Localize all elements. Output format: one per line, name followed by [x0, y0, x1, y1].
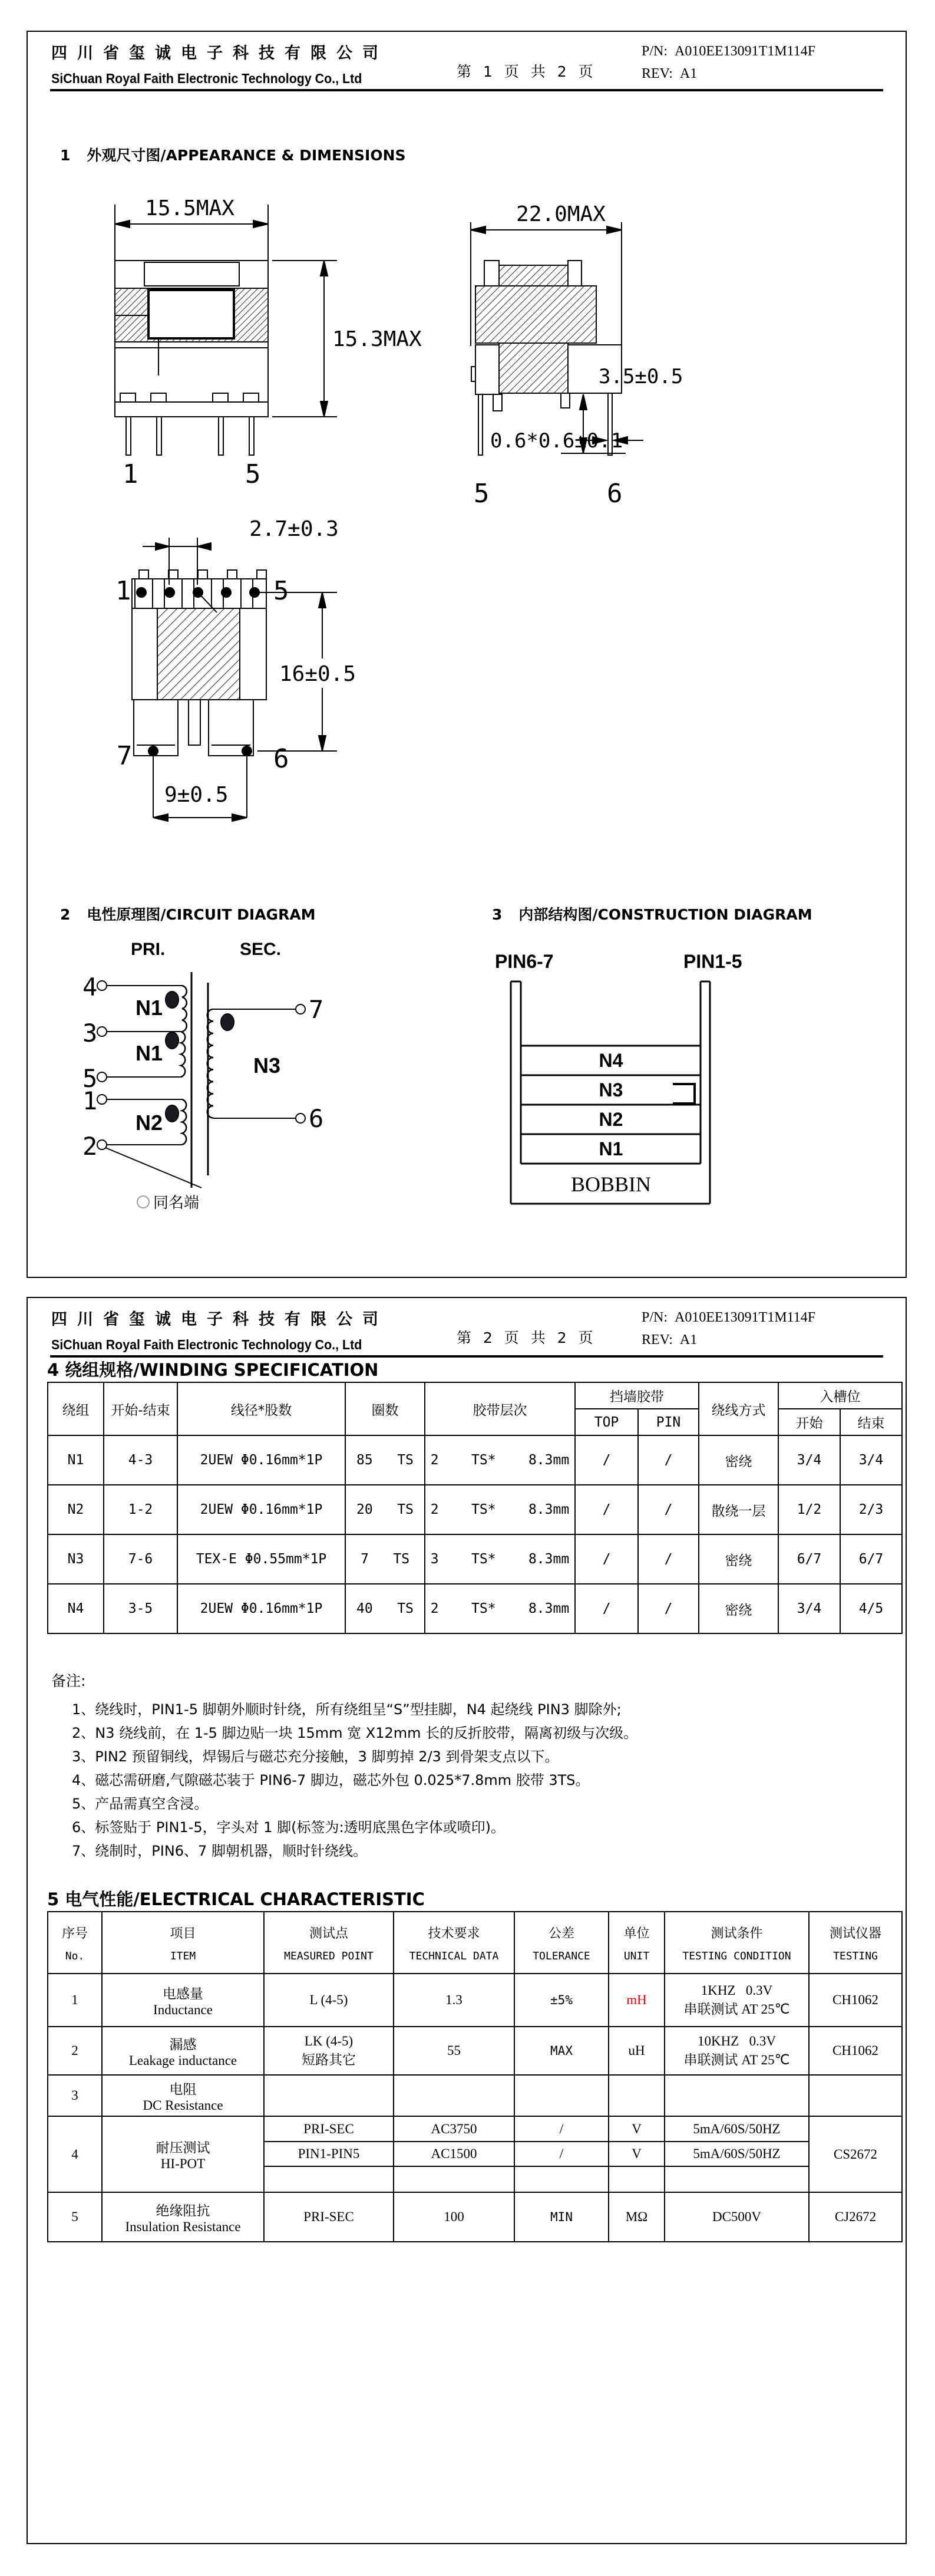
cell: 20 TS [345, 1485, 425, 1534]
cell [665, 2075, 809, 2116]
pin6-7-label: PIN6-7 [495, 951, 554, 972]
pin-3-label: 3 [82, 1019, 98, 1047]
condition-line: 10KHZ 0.3V [698, 2033, 776, 2048]
col-header: 绕组 [48, 1382, 104, 1435]
pin-6-label: 6 [273, 744, 289, 774]
cell: CH1062 [809, 1974, 902, 2027]
cell-unit-mh: mH [609, 1974, 665, 2027]
cell: CJ2672 [809, 2192, 902, 2242]
elec-header-row [48, 1912, 902, 1974]
table-row [48, 2027, 902, 2075]
page-number: 第 1 页 共 2 页 [457, 63, 597, 80]
pin1-5-label: PIN1-5 [683, 951, 742, 972]
cell: 3/4 [840, 1435, 902, 1485]
rev-value: A1 [679, 1332, 698, 1348]
cell [394, 2075, 514, 2116]
cell: MIN [514, 2192, 609, 2242]
cell: TEX-E Φ0.55mm*1P [177, 1534, 345, 1584]
bottom-view-drawing [90, 517, 449, 847]
note-item: 2、N3 绕线前，在 1-5 脚边贴一块 15mm 宽 X12mm 长的反折胶带，隔离初级与次级。 [72, 1725, 638, 1741]
item-cn: 绝缘阻抗 [156, 2203, 210, 2219]
pin-6-label: 6 [607, 479, 623, 509]
cell: 5 [48, 2192, 102, 2242]
col-header: 开始 [778, 1409, 840, 1435]
pin-5-label: 5 [82, 1064, 98, 1093]
notes-block [51, 1669, 637, 1863]
cell: uH [609, 2027, 665, 2075]
section-number: 3 [492, 906, 503, 923]
cell: 3 TS* 8.3mm [425, 1534, 575, 1584]
cell: 密绕 [699, 1534, 778, 1584]
dot-polarity-legend: 同名端 [153, 1194, 200, 1212]
revision [642, 66, 697, 82]
note-item: 7、绕制时，PIN6、7 脚朝机器，顺时针绕线。 [72, 1843, 367, 1859]
primary-label: PRI. [131, 940, 166, 959]
cell: PRI-SEC [264, 2116, 394, 2142]
col-header-cn: 序号 [61, 1926, 88, 1941]
section-5-title [47, 1886, 425, 1910]
section-text: 外观尺寸图/APPEARANCE & DIMENSIONS [87, 147, 406, 164]
col-header-cn: 公差 [548, 1926, 574, 1941]
winding-n1b-label: N1 [136, 1041, 163, 1065]
cell: L (4-5) [264, 1974, 394, 2027]
pin-1-label: 1 [123, 459, 138, 489]
cell: ±5% [514, 1974, 609, 2027]
company-name-en: SiChuan Royal Faith Electronic Technology Co., Ltd [51, 1337, 362, 1352]
section-number: 5 [47, 1889, 60, 1909]
company-name-en: SiChuan Royal Faith Electronic Technology Co., Ltd [51, 71, 362, 86]
cell: 100 [394, 2192, 514, 2242]
dim-length-label: 16±0.5 [279, 662, 356, 686]
cell: 2 [48, 2027, 102, 2075]
side-view-drawing [467, 202, 844, 509]
pn-label: P/N: [642, 44, 668, 59]
layer-n1-label: N1 [599, 1138, 623, 1159]
cell: 40 TS [345, 1584, 425, 1633]
section-number: 2 [60, 906, 71, 923]
n3-margin-mark [673, 1084, 695, 1103]
cell: 4 [48, 2116, 102, 2192]
cell: 散绕一层 [699, 1485, 778, 1534]
cell [609, 2075, 665, 2116]
table-row [48, 1534, 902, 1584]
item-en: Insulation Resistance [125, 2219, 241, 2234]
page-2 [27, 1297, 907, 2544]
notes-list [51, 1698, 637, 1863]
col-header: 圈数 [345, 1382, 425, 1435]
front-view-drawing [101, 196, 437, 493]
header-divider [50, 89, 883, 91]
pin-7-label: 7 [309, 995, 324, 1024]
cell: MΩ [609, 2192, 665, 2242]
section-text: 电性原理图/CIRCUIT DIAGRAM [87, 906, 316, 923]
cell [809, 2075, 902, 2116]
cell: / [638, 1534, 699, 1584]
cell: 密绕 [699, 1584, 778, 1633]
cell: 55 [394, 2027, 514, 2075]
cell: 2UEW Φ0.16mm*1P [177, 1485, 345, 1534]
col-header: PIN [638, 1409, 699, 1435]
col-header [809, 1912, 902, 1974]
notes-label: 备注: [51, 1672, 86, 1689]
condition-line: 串联测试 AT 25℃ [683, 2052, 790, 2067]
cell [514, 2075, 609, 2116]
note-item: 3、PIN2 预留铜线，焊锡后与磁芯充分接触，3 脚剪掉 2/3 到骨架支点以下。 [72, 1748, 559, 1765]
col-header-en: TESTING [833, 1949, 878, 1962]
circuit-wires [97, 972, 305, 1208]
item-cn: 漏感 [169, 2037, 197, 2053]
cell: / [638, 1584, 699, 1633]
col-header: 胶带层次 [425, 1382, 575, 1435]
col-header: TOP [575, 1409, 638, 1435]
condition-line: 串联测试 AT 25℃ [683, 2001, 790, 2017]
point-line: LK (4-5) [304, 2033, 353, 2048]
item-cn: 耐压测试 [156, 2140, 210, 2156]
section-text: 内部结构图/CONSTRUCTION DIAGRAM [518, 906, 812, 923]
note-item: 4、磁芯需研磨,气隙磁芯装于 PIN6-7 脚边，磁芯外包 0.025*7.8mm 胶带 3TS。 [72, 1772, 590, 1788]
note-item: 5、产品需真空含浸。 [72, 1796, 209, 1812]
col-header-cn: 测试仪器 [829, 1926, 881, 1941]
cell [665, 2166, 809, 2192]
item-en: HI-POT [160, 2156, 206, 2171]
revision [642, 1332, 697, 1348]
cell: 2 TS* 8.3mm [425, 1485, 575, 1534]
table-row [48, 2116, 902, 2142]
cell: 5mA/60S/50HZ [665, 2116, 809, 2142]
cell: / [514, 2116, 609, 2142]
cell: 3/4 [778, 1435, 840, 1485]
cell [264, 2166, 394, 2192]
col-header-cn: 测试条件 [711, 1926, 763, 1941]
winding-n2-label: N2 [136, 1111, 163, 1135]
construction-diagram [473, 935, 903, 1213]
dim-width-label: 22.0MAX [516, 202, 606, 226]
pn-value: A010EE13091T1M114F [675, 1310, 816, 1325]
dim-width-label: 15.5MAX [145, 196, 234, 220]
cell [394, 2166, 514, 2192]
col-header [102, 1912, 264, 1974]
col-header-en: ITEM [170, 1949, 196, 1962]
layer-n2-label: N2 [599, 1109, 623, 1130]
pin-6-label: 6 [309, 1104, 324, 1133]
table-row [48, 1584, 902, 1633]
company-name-cn: 四川省玺诚电子科技有限公司 [51, 1310, 388, 1329]
pin-4-label: 4 [82, 973, 98, 1002]
front-view-body [115, 261, 268, 455]
cell: N4 [48, 1584, 104, 1633]
secondary-label: SEC. [240, 940, 282, 959]
cell: / [638, 1485, 699, 1534]
cell [102, 2027, 264, 2075]
dim-span-label: 9±0.5 [164, 783, 229, 807]
table-row [48, 1485, 902, 1534]
cell [514, 2166, 609, 2192]
rev-label: REV: [642, 1332, 673, 1348]
cell: 1-2 [104, 1485, 177, 1534]
cell: MAX [514, 2027, 609, 2075]
cell: PRI-SEC [264, 2192, 394, 2242]
table-row [48, 2192, 902, 2242]
bobbin-label: BOBBIN [570, 1172, 652, 1196]
pin-1-label: 1 [115, 576, 131, 606]
cell: 7 TS [345, 1534, 425, 1584]
cell [665, 1974, 809, 2027]
cell [264, 2027, 394, 2075]
col-header: 结束 [840, 1409, 902, 1435]
col-header-en: TESTING CONDITION [682, 1949, 791, 1962]
pn-label: P/N: [642, 1310, 668, 1325]
cell: / [575, 1584, 638, 1633]
col-header-en: TECHNICAL DATA [409, 1949, 499, 1962]
cell [264, 2075, 394, 2116]
cell: 5mA/60S/50HZ [665, 2142, 809, 2166]
pin-7-label: 7 [117, 741, 133, 771]
company-name-cn: 四川省玺诚电子科技有限公司 [51, 44, 388, 62]
cell: 3-5 [104, 1584, 177, 1633]
cell: 2UEW Φ0.16mm*1P [177, 1435, 345, 1485]
cell: / [575, 1435, 638, 1485]
page-number: 第 2 页 共 2 页 [457, 1329, 597, 1346]
cell: AC3750 [394, 2116, 514, 2142]
col-header [394, 1912, 514, 1974]
item-en: DC Resistance [143, 2097, 223, 2113]
point-line: 短路其它 [302, 2052, 356, 2068]
cell: / [575, 1534, 638, 1584]
pin-5-label: 5 [245, 459, 261, 489]
cell: 4/5 [840, 1584, 902, 1633]
col-header [264, 1912, 394, 1974]
cell: CH1062 [809, 2027, 902, 2075]
dim-pin-square-label: 0.6*0.6±0.1 [490, 429, 623, 453]
col-header: 绕线方式 [699, 1382, 778, 1435]
side-view-body [471, 261, 622, 455]
section-number: 1 [60, 147, 71, 164]
col-header-cn: 项目 [170, 1926, 196, 1941]
cell: N3 [48, 1534, 104, 1584]
cell: 4-3 [104, 1435, 177, 1485]
page-1 [27, 31, 907, 1278]
cell: 85 TS [345, 1435, 425, 1485]
dim-pitch-label: 2.7±0.3 [249, 517, 339, 541]
section-3-title [492, 903, 812, 924]
col-header-en: TOLERANCE [533, 1949, 590, 1962]
col-header: 开始-结束 [104, 1382, 177, 1435]
section-number: 4 [47, 1360, 60, 1380]
cell: 2 TS* 8.3mm [425, 1584, 575, 1633]
electrical-characteristic-table [47, 1911, 903, 2242]
table-row [48, 2075, 902, 2116]
cell: N1 [48, 1435, 104, 1485]
cell: / [575, 1485, 638, 1534]
col-header-cn: 测试点 [309, 1926, 348, 1941]
item-en: Inductance [153, 2002, 213, 2017]
cell: 1 [48, 1974, 102, 2027]
cell: 2UEW Φ0.16mm*1P [177, 1584, 345, 1633]
cell: / [638, 1435, 699, 1485]
winding-spec-table [47, 1382, 903, 1634]
pin-1-label: 1 [82, 1086, 98, 1115]
pin-5-label: 5 [273, 576, 289, 606]
pin-5-label: 5 [474, 479, 490, 509]
condition-line: 1KHZ 0.3V [701, 1982, 773, 1998]
part-number [642, 44, 815, 60]
rev-value: A1 [679, 66, 698, 81]
winding-n1a-label: N1 [136, 996, 163, 1020]
cell [102, 2116, 264, 2192]
cell: 7-6 [104, 1534, 177, 1584]
pn-value: A010EE13091T1M114F [675, 44, 816, 59]
table-row [48, 1974, 902, 2027]
col-header [514, 1912, 609, 1974]
cell: 3 [48, 2075, 102, 2116]
cell [609, 2166, 665, 2192]
cell: N2 [48, 1485, 104, 1534]
cell: 2/3 [840, 1485, 902, 1534]
cell: AC1500 [394, 2142, 514, 2166]
section-text: 绕组规格/WINDING SPECIFICATION [65, 1360, 379, 1380]
note-item: 6、标签贴于 PIN1-5，字头对 1 脚(标签为:透明底黑色字体或喷印)。 [72, 1819, 505, 1836]
col-header: 线径*股数 [177, 1382, 345, 1435]
cell: CS2672 [809, 2116, 902, 2192]
cell: 6/7 [778, 1534, 840, 1584]
cell: 密绕 [699, 1435, 778, 1485]
col-header [665, 1912, 809, 1974]
col-header [609, 1912, 665, 1974]
cell: 1.3 [394, 1974, 514, 2027]
section-text: 电气性能/ELECTRICAL CHARACTERISTIC [65, 1889, 425, 1909]
part-number [642, 1310, 815, 1326]
cell: 2 TS* 8.3mm [425, 1435, 575, 1485]
cell: V [609, 2142, 665, 2166]
note-item: 1、绕线时，PIN1-5 脚朝外顺时针绕，所有绕组呈“S”型挂脚，N4 起绕线 PIN3 脚除外; [72, 1701, 622, 1718]
cell: DC500V [665, 2192, 809, 2242]
cell: PIN1-PIN5 [264, 2142, 394, 2166]
layer-n4-label: N4 [599, 1050, 623, 1071]
cell: 6/7 [840, 1534, 902, 1584]
item-cn: 电阻 [169, 2081, 197, 2097]
section-1-title [60, 144, 406, 165]
col-header-en: No. [65, 1949, 85, 1962]
col-header-cn: 技术要求 [428, 1926, 480, 1941]
cell [102, 1974, 264, 2027]
dim-pin-length-label: 3.5±0.5 [599, 365, 683, 388]
cell: V [609, 2116, 665, 2142]
layer-n3-label: N3 [599, 1079, 623, 1101]
section-2-title [60, 903, 316, 924]
rev-label: REV: [642, 66, 673, 81]
item-cn: 电感量 [163, 1986, 203, 2002]
table-row [48, 1435, 902, 1485]
section-4-title [47, 1357, 378, 1381]
col-header-en: MEASURED POINT [284, 1949, 374, 1962]
winding-header-row-1 [48, 1382, 902, 1409]
col-header-group-wall-tape: 挡墙胶带 [575, 1382, 699, 1409]
dim-height-label: 15.3MAX [332, 327, 422, 351]
cell: 3/4 [778, 1584, 840, 1633]
col-header-cn: 单位 [623, 1926, 650, 1941]
col-header-en: UNIT [623, 1949, 650, 1962]
winding-n3-label: N3 [253, 1053, 281, 1078]
cell [102, 2192, 264, 2242]
col-header [48, 1912, 102, 1974]
bottom-view-body [132, 570, 266, 756]
cell: / [514, 2142, 609, 2166]
circuit-diagram [37, 935, 473, 1218]
col-header-group-slot: 入槽位 [778, 1382, 902, 1409]
cell: 1/2 [778, 1485, 840, 1534]
pin-2-label: 2 [82, 1132, 98, 1161]
cell [102, 2075, 264, 2116]
item-en: Leakage inductance [128, 2053, 237, 2068]
cell [665, 2027, 809, 2075]
